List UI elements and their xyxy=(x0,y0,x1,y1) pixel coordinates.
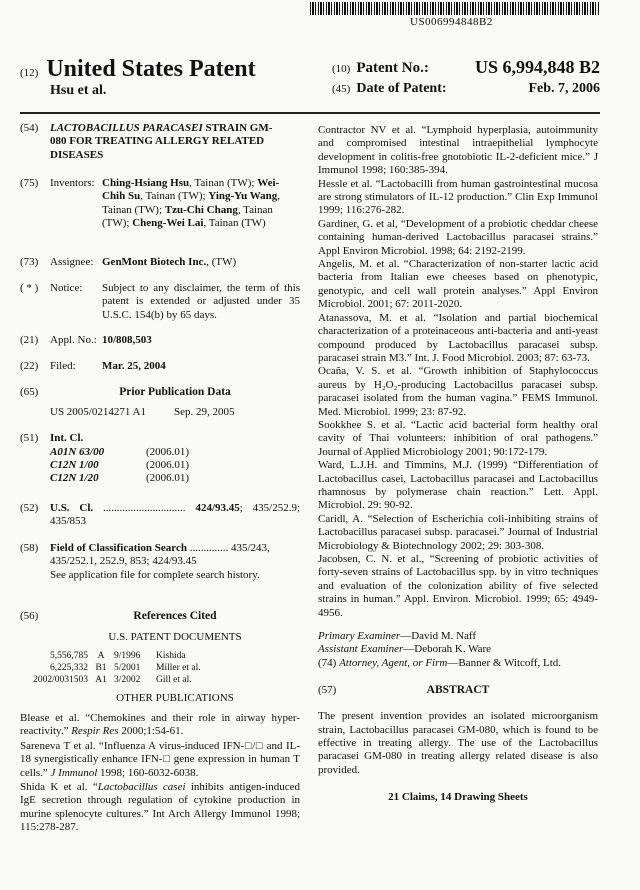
class-version: (2006.01) xyxy=(146,446,190,458)
reference-entry: Contractor NV et al. “Lymphoid hyperplasia, autoimmunity and compromised intestinal intraepithelial lymphocyte development in colitis-free gnotobiotic IL-2-deficient mice.” J Immunol 1998; 160:385-394. xyxy=(318,124,598,177)
search-note: See application file for complete search history. xyxy=(50,569,260,581)
leader-dots: .............. xyxy=(186,542,229,554)
field-of-search xyxy=(50,542,300,569)
field-code: (73) xyxy=(20,256,39,268)
date-label: Date of Patent: xyxy=(356,81,447,96)
patent-kind: A xyxy=(97,651,105,661)
patent-number: 6,225,332 xyxy=(50,663,88,673)
prior-publication-heading: Prior Publication Data xyxy=(119,386,231,398)
field-code: (51) xyxy=(20,432,39,444)
reference-entry: Sookkhee S. et al. “Lactic acid bacterial form healthy oral cavity of Thai volunteers: inhibition of oral pathogens.” Journal of Applied Microbiology 2001; 90:172-179. xyxy=(318,418,598,458)
abstract-heading-row xyxy=(318,684,598,700)
int-cl-row xyxy=(50,472,300,485)
reference-entry: Ward, L.J.H. and Timmins, M.J. (1999) “Differentiation of Lactobacillus casei, Lactobacillus paracasei and Lactobacillus rhamnosus by polymerase chain reaction.” Lett. Appl. Microbiol. 29: 90-92. xyxy=(318,459,598,512)
reference-entry: Caridl, A. “Selection of Escherichia coli-inhibiting strains of Lactobacillus paracasei subsp. paracasei.” Journal of Industrial Microbiology & Biotechnology 2002; 29: 303-308. xyxy=(318,512,598,552)
us-patent-docs-heading: U.S. PATENT DOCUMENTS xyxy=(108,631,242,643)
patent-no-label: Patent No.: xyxy=(356,60,429,76)
ref-journal: J Immunol xyxy=(50,766,98,779)
search-label: Field of Classification Search xyxy=(50,542,187,554)
field-code: ( * ) xyxy=(20,282,39,294)
attorney-name: —Banner & Witcoff, Ltd. xyxy=(447,656,562,669)
int-cl-row xyxy=(50,459,300,472)
patent-number-row xyxy=(332,57,600,77)
leader-dots: .............................. xyxy=(93,502,186,514)
assignee-location: , (TW) xyxy=(206,256,237,268)
references-heading: References Cited xyxy=(133,610,217,622)
reference-entry xyxy=(20,712,300,739)
inventors-value xyxy=(102,177,298,231)
class-code: A01N 63/00 xyxy=(50,446,105,458)
int-cl-row xyxy=(50,446,300,459)
inventor-location: , Tainan (TW) xyxy=(203,217,266,230)
reference-entry: Hessle et al. “Lactobacilli from human gastrointestinal mucosa are strong stimulators of IL-12 production.” Clin Exp Immunol 1999; 116:276-282. xyxy=(318,177,598,217)
assignee-name: GenMont Biotech Inc. xyxy=(102,256,207,268)
inventor-name: Cheng-Wei Lai xyxy=(132,217,204,230)
attorney-label: Attorney, Agent, or Firm xyxy=(339,656,448,669)
field-code: (54) xyxy=(20,122,39,134)
attorney xyxy=(318,657,598,670)
inventor-name: Wei-Chih Su xyxy=(102,177,280,203)
reference-entry: Angelis, M. et al. “Characterization of non-starter lactic acid bacteria from Italian ewe cheeses based on phenotypic, genotypic, and cell wall protein analyses.” Appl Environ Microbiol. 2001; 67: 2011-2020. xyxy=(318,258,598,311)
patent-name: Miller et al. xyxy=(156,663,201,673)
appl-no-value: 10/808,503 xyxy=(102,334,152,346)
inventor-name: Ching-Hsiang Hsu xyxy=(102,177,190,189)
field-code: (75) xyxy=(20,177,39,189)
patent-date: 5/2001 xyxy=(114,663,141,673)
int-cl-label: Int. Cl. xyxy=(50,432,84,444)
us-cl-secondary: ; 435/252.9; 435/853 xyxy=(50,502,301,528)
assignee-label: Assignee: xyxy=(50,256,94,268)
field-code: (21) xyxy=(20,334,39,346)
ref-text: Shida K et al. “ xyxy=(20,781,98,794)
reference-entry xyxy=(20,781,300,835)
filed-value: Mar. 25, 2004 xyxy=(102,360,166,372)
field-code: (22) xyxy=(20,360,39,372)
us-cl-label: U.S. Cl. xyxy=(50,502,94,514)
inventor-name: Tzu-Chi Chang xyxy=(164,203,238,216)
us-cl xyxy=(50,502,300,529)
patent-kind: A1 xyxy=(95,675,107,685)
code-45: (45) xyxy=(332,83,351,95)
reference-entry: Ocaña, V. S. et al. “Growth inhibition of Staphylococcus aureus by H₂O₂-producing Lactobacillus paracasei subsp. paracasei isolated from the human vagina.” FEMS Immunol. Med. Microbiol. 1999; 23: 87-92. xyxy=(318,365,598,418)
header-rule xyxy=(20,112,600,114)
field-code: (65) xyxy=(20,386,39,398)
abstract-heading: ABSTRACT xyxy=(426,684,490,697)
title-italic: LACTOBACILLUS PARACASEI xyxy=(50,122,203,134)
patent-number: 2002/0031503 xyxy=(33,675,88,685)
date-value: Feb. 7, 2006 xyxy=(528,81,600,96)
document-title xyxy=(20,56,256,83)
reference-entry: Gardiner, G. et al, “Development of a probiotic cheddar cheese containing human-derived Lactobacillus paracasei strains.” Appl Environ Microbiol. 1998; 64: 2192-2199. xyxy=(318,217,598,257)
inventor-short: Hsu et al. xyxy=(50,83,107,98)
patent-name: Kishida xyxy=(156,651,186,661)
class-version: (2006.01) xyxy=(146,472,190,484)
other-publications-heading: OTHER PUBLICATIONS xyxy=(116,692,234,704)
inventor-location: , Tainan (TW); xyxy=(102,190,281,216)
class-version: (2006.01) xyxy=(146,459,190,471)
assistant-examiner xyxy=(318,643,598,656)
ref-text: Sareneva T et al. “Influenza A virus-induced IFN-□/□ and IL-18 synergistically enhance IFN-□ gene expression in human T cells.” xyxy=(20,739,300,779)
reference-entry: Atanassova, M. et al. “Isolation and partial biochemical characterization of a proteinaceous anti-bacteria and anti-yeast compound produced by Lactobacillus paracasei subsp. paracasei strain M3.” Int. J. Food Microbiol. 2003; 87: 63-73. xyxy=(318,311,598,364)
primary-examiner xyxy=(318,630,598,643)
patent-number: 5,556,785 xyxy=(50,651,88,661)
ref-text: inhibits antigen-induced IgE secretion through regulation of cytokine production in murine splenocyte cultures.” Int Arch Allergy Immunol 1998; 115:278-287. xyxy=(20,781,300,834)
class-code: C12N 1/20 xyxy=(50,472,99,484)
ref-text: 1998; 160-6032-6038. xyxy=(97,766,199,779)
inventor-location: , Tainan (TW); xyxy=(102,203,273,230)
abstract-text: The present invention provides an isolated microorganism strain, Lactobacillus paracasei GM-080, which is found to be effective in treating allergy. The use of the Lactobacillus paracasei GM-080 in treating allergy related disease is also provided. xyxy=(318,710,598,776)
patent-date: 9/1996 xyxy=(114,651,141,661)
patent-name: Gill et al. xyxy=(156,675,192,685)
left-references xyxy=(20,712,300,835)
primary-examiner-name: —David M. Naff xyxy=(400,630,477,643)
class-code: C12N 1/00 xyxy=(50,459,99,471)
field-code: (56) xyxy=(20,610,39,622)
patent-date: 3/2002 xyxy=(114,675,141,685)
right-column xyxy=(318,124,598,805)
attorney-code: (74) xyxy=(318,656,340,669)
title-text: United States Patent xyxy=(46,56,256,82)
assistant-examiner-label: Assistant Examiner xyxy=(318,643,404,656)
reference-entry xyxy=(20,740,300,780)
notice-value: Subject to any disclaimer, the term of this patent is extended or adjusted under 35 U.S.C. 154(b) by 65 days. xyxy=(102,282,300,321)
inventors-label: Inventors: xyxy=(50,177,95,189)
pub-number: US 2005/0214271 A1 xyxy=(50,406,146,418)
reference-entry: Jacobsen, C. N. et al., “Screening of probiotic activities of forty-seven strains of Lactobacillus spp. by in vitro techniques and evaluation of the colonization ability of five selected strains in human.” Appl. Environ. Microbiol. 1999; 65: 4949-4956. xyxy=(318,553,598,619)
inventor-location: , Tainan (TW); xyxy=(140,190,209,203)
appl-no-label: Appl. No.: xyxy=(50,334,97,346)
claims-summary: 21 Claims, 14 Drawing Sheets xyxy=(388,791,528,804)
inventor-location: , Tainan (TW); xyxy=(189,177,258,189)
ref-text: Blease et al. “Chemokines and their role in airway hyper-reactivity.” xyxy=(20,712,300,738)
date-of-patent-row xyxy=(332,81,600,97)
code-12: (12) xyxy=(20,67,39,79)
filed-label: Filed: xyxy=(50,360,76,372)
us-cl-primary: 424/93.45 xyxy=(195,502,240,514)
pub-date: Sep. 29, 2005 xyxy=(174,406,235,418)
assistant-examiner-name: —Deborah K. Ware xyxy=(403,643,492,656)
field-code: (52) xyxy=(20,502,39,514)
patent-title xyxy=(50,122,280,162)
barcode xyxy=(310,2,600,15)
notice-label: Notice: xyxy=(50,282,83,294)
patent-row xyxy=(20,674,300,687)
field-code: (57) xyxy=(318,684,337,697)
search-value: 435/243, 435/252.1, 252.9, 853; 424/93.45 xyxy=(50,542,270,568)
patent-no-value: US 6,994,848 B2 xyxy=(474,57,600,77)
prior-publication-row xyxy=(50,406,300,419)
patent-kind: B1 xyxy=(95,663,107,673)
title-rest: STRAIN GM-080 FOR TREATING ALLERGY RELATED DISEASES xyxy=(50,122,273,161)
primary-examiner-label: Primary Examiner xyxy=(318,630,401,643)
examiners xyxy=(318,630,598,670)
field-code: (58) xyxy=(20,542,39,554)
ref-text: 2000;1:54-61. xyxy=(118,725,184,738)
inventor-name: Ying-Yu Wang xyxy=(208,190,278,203)
code-10: (10) xyxy=(332,63,351,75)
ref-species: Lactobacillus casei xyxy=(97,781,186,794)
assignee-value xyxy=(102,256,300,269)
barcode-number: US006994848B2 xyxy=(410,16,493,28)
ref-journal: Respir Res xyxy=(71,725,119,738)
